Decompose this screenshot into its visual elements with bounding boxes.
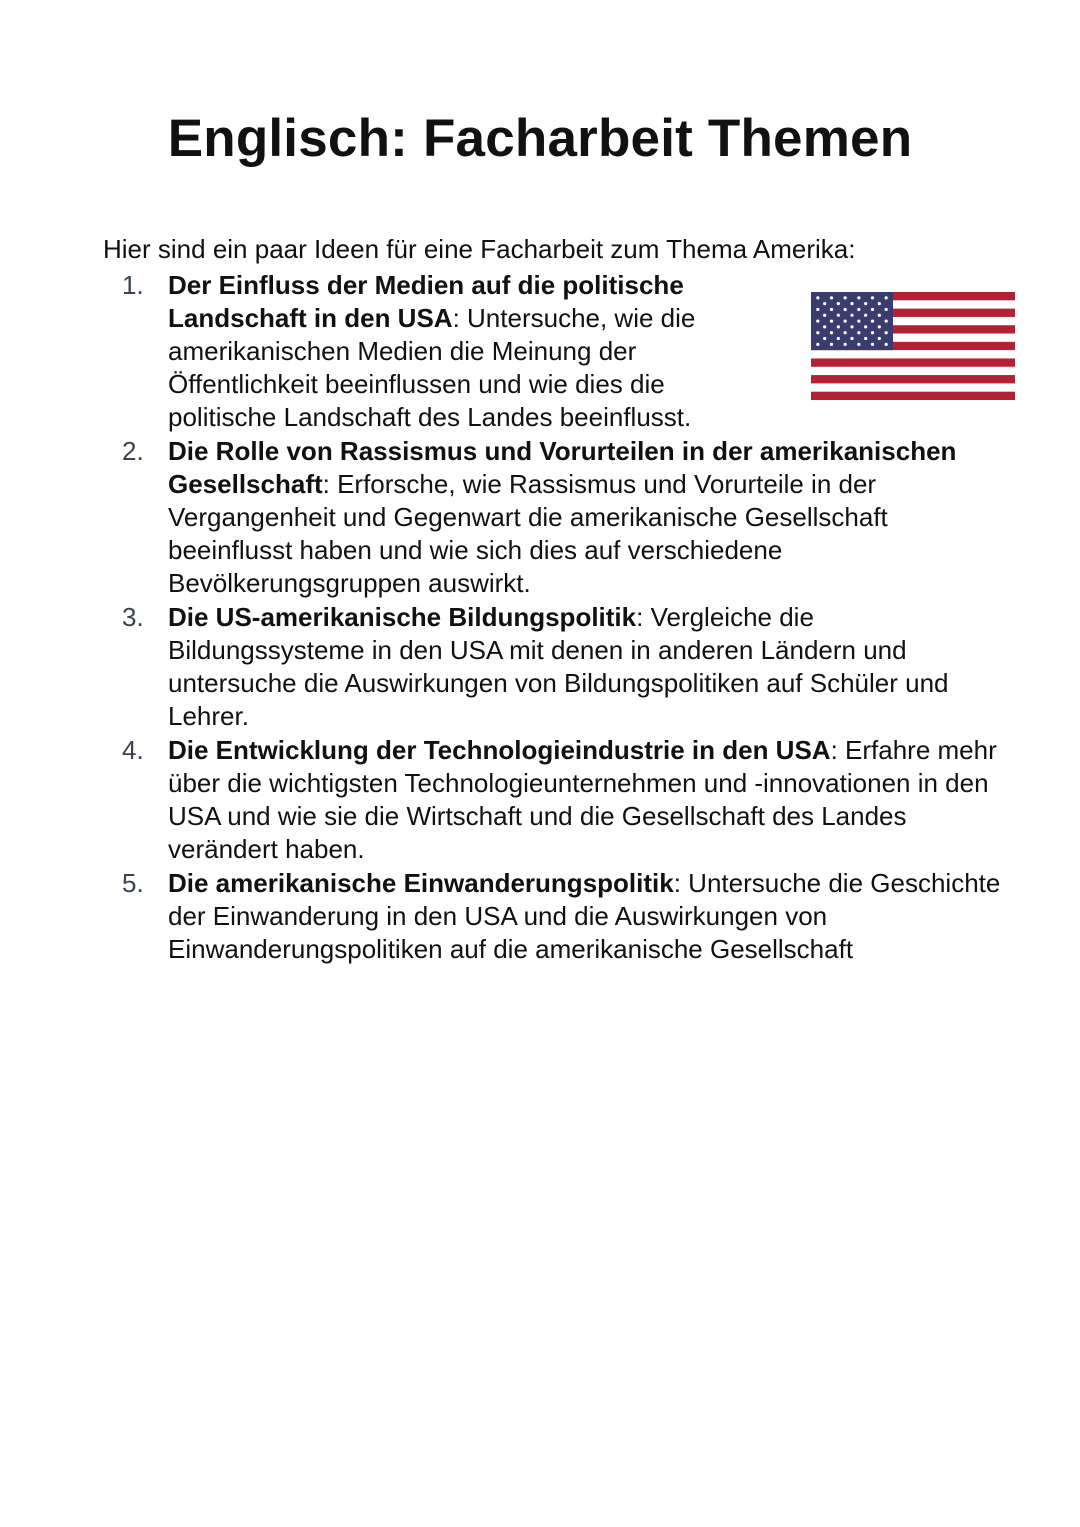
flag-star — [864, 337, 867, 340]
flag-star — [878, 325, 881, 328]
flag-star — [816, 296, 819, 299]
list-item-body — [168, 269, 778, 434]
list-item-title: Die US-amerikanische Bildungspolitik — [168, 602, 637, 632]
flag-star — [871, 308, 874, 311]
flag-star — [844, 319, 847, 322]
flag-star — [857, 331, 860, 334]
list-item-title: Der Einfluss der Medien auf die politische Landschaft in den USA — [168, 270, 684, 333]
flag-canton — [811, 292, 893, 350]
flag-star — [857, 319, 860, 322]
flag-star — [871, 331, 874, 334]
list-item-number: 5. — [122, 868, 144, 898]
flag-star — [885, 331, 888, 334]
list-item — [122, 435, 1008, 600]
flag-star — [864, 325, 867, 328]
flag-star — [878, 302, 881, 305]
list-item-number: 1. — [122, 270, 144, 300]
flag-star — [823, 302, 826, 305]
page-title: Englisch: Facharbeit Themen — [167, 109, 913, 168]
list-item-description: : Vergleiche die Bildungssysteme in den USA mit denen in anderen Ländern und untersuche die Auswirkungen von Bildungspolitiken auf Schüler und Lehrer. — [168, 602, 949, 731]
list-item-number: 4. — [122, 735, 144, 765]
flag-stripe — [811, 350, 1015, 359]
list-item-body — [168, 868, 1000, 964]
flag-star — [844, 308, 847, 311]
flag-star — [837, 314, 840, 317]
list-item-number: 2. — [122, 436, 144, 466]
flag-star — [885, 343, 888, 346]
flag-star — [864, 314, 867, 317]
flag-star — [857, 308, 860, 311]
flag-star — [850, 325, 853, 328]
list-item — [122, 867, 1008, 966]
flag-star — [871, 319, 874, 322]
flag-star — [837, 337, 840, 340]
flag-star — [850, 337, 853, 340]
flag-star — [816, 319, 819, 322]
flag-star — [857, 343, 860, 346]
flag-star — [885, 296, 888, 299]
flag-star — [844, 331, 847, 334]
flag-star — [830, 308, 833, 311]
flag-stripe — [811, 383, 1015, 392]
flag-star — [844, 343, 847, 346]
flag-stripe — [811, 358, 1015, 367]
flag-star — [871, 296, 874, 299]
flag-stripe — [811, 392, 1015, 400]
flag-star — [857, 296, 860, 299]
list-item-description: : Untersuche, wie die amerikanischen Medien die Meinung der Öffentlichkeit beeinflussen und wie dies die politische Landschaft des Landes beeinflusst. — [168, 303, 696, 432]
list-item-description: : Erfahre mehr über die wichtigsten Technologieunternehmen und -innovationen in den USA und wie sie die Wirtschaft und die Gesellschaft des Landes verändert haben. — [168, 735, 997, 864]
list-item-body — [168, 735, 997, 864]
list-item — [122, 601, 1008, 733]
flag-star — [844, 296, 847, 299]
list-item-title: Die Entwicklung der Technologieindustrie in den USA — [168, 735, 831, 765]
flag-star — [837, 302, 840, 305]
list-item-body — [168, 602, 949, 731]
flag-star — [816, 331, 819, 334]
list-item-title: Die amerikanische Einwanderungspolitik — [168, 868, 674, 898]
list-item — [122, 734, 1008, 866]
flag-star — [864, 302, 867, 305]
flag-star — [830, 319, 833, 322]
flag-star — [830, 343, 833, 346]
list-item-title: Die Rolle von Rassismus und Vorurteilen in der amerikanischen Gesellschaft — [168, 436, 957, 499]
flag-star — [837, 325, 840, 328]
flag-star — [885, 319, 888, 322]
flag-star — [885, 308, 888, 311]
flag-star — [850, 314, 853, 317]
flag-star — [816, 343, 819, 346]
flag-star — [878, 314, 881, 317]
intro-text: Hier sind ein paar Ideen für eine Facharbeit zum Thema Amerika: — [103, 234, 856, 264]
flag-star — [823, 314, 826, 317]
flag-star — [823, 325, 826, 328]
us-flag-icon — [811, 292, 1015, 400]
flag-star — [830, 296, 833, 299]
flag-star — [823, 337, 826, 340]
flag-star — [878, 337, 881, 340]
list-item-body — [168, 436, 956, 598]
flag-stripe — [811, 367, 1015, 376]
flag-star — [816, 308, 819, 311]
list-item-description: : Erforsche, wie Rassismus und Vorurteile in der Vergangenheit und Gegenwart die amerikanische Gesellschaft beeinflusst haben und wie sich dies auf verschiedene Bevölkerungsgruppen auswirkt. — [168, 469, 888, 598]
list-item-description: : Untersuche die Geschichte der Einwanderung in den USA und die Auswirkungen von Einwanderungspolitiken auf die amerikanische Gesellschaft — [168, 868, 1001, 964]
flag-stripe — [811, 375, 1015, 384]
list-item-number: 3. — [122, 602, 144, 632]
flag-star — [830, 331, 833, 334]
flag-star — [871, 343, 874, 346]
flag-star — [850, 302, 853, 305]
